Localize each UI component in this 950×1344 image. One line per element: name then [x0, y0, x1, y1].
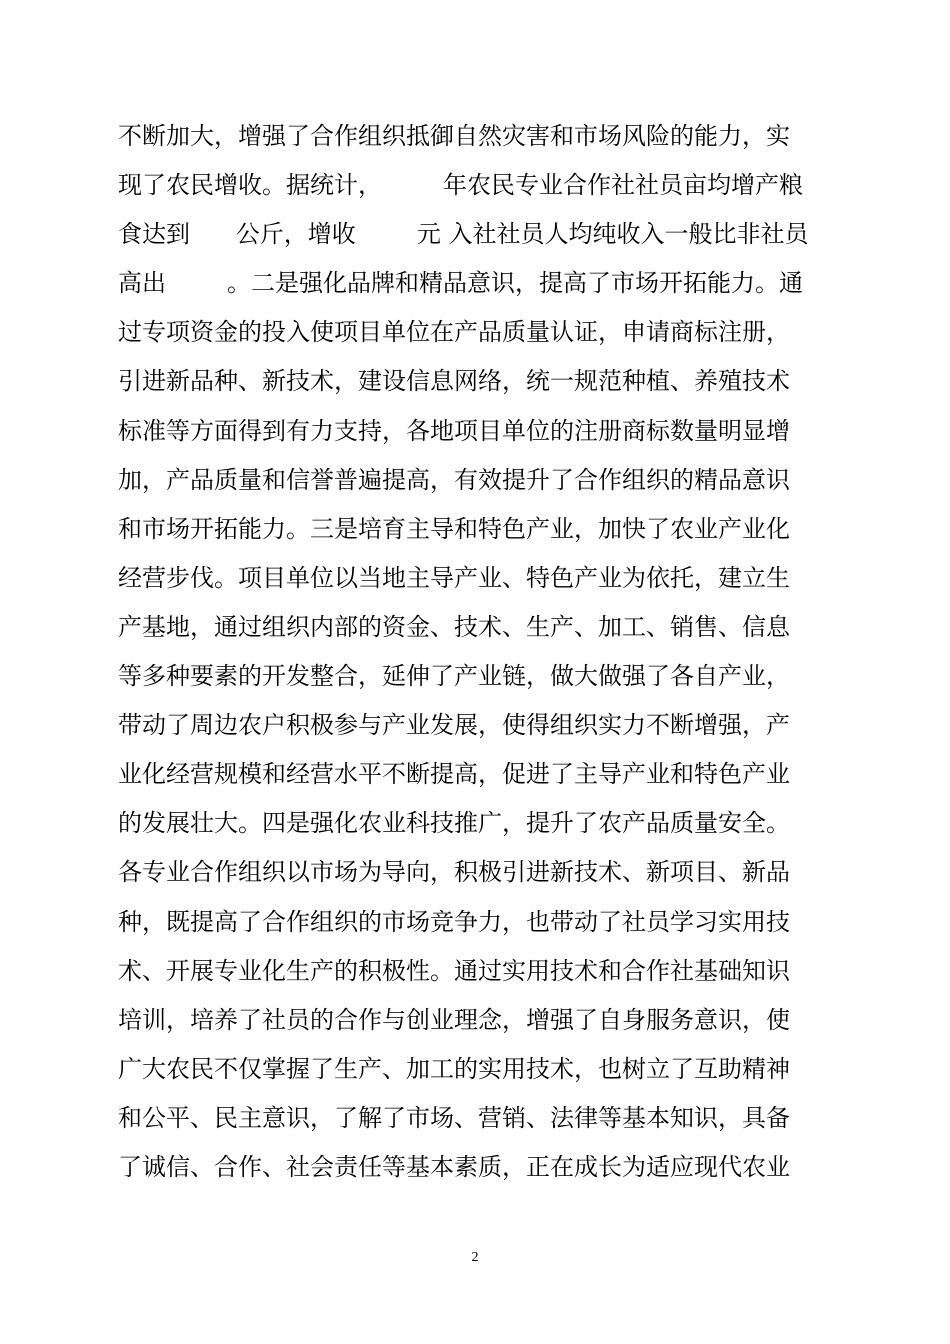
- text-line: [118, 898, 838, 947]
- text-segment: 项目单位以当地主导产业、特色产业为依托，建立生: [238, 563, 790, 592]
- text-line: [118, 750, 838, 799]
- text-line: [118, 357, 838, 406]
- text-segment: 过专项资金的投入使项目单位在产品质量认证，申请商标注册，: [118, 318, 790, 347]
- text-line: [118, 554, 838, 603]
- text-segment: 食达到: [118, 220, 190, 249]
- text-line: [118, 210, 838, 259]
- text-line: [118, 947, 838, 996]
- text-line: [118, 259, 838, 308]
- text-segment: 广大农民不仅掌握了生产、加工的实用技术，也树立了互助精神: [118, 1054, 790, 1083]
- text-line: [118, 996, 838, 1045]
- text-line: [118, 407, 838, 456]
- text-line: [118, 701, 838, 750]
- text-segment: 。二是强化品牌和精品意识，提高了市场开拓能力。通: [166, 269, 804, 298]
- text-segment: 加，产品质量和信誉普遍提高，有效提升了合作组织的精品意识: [118, 465, 790, 494]
- text-segment: 业化经营规模和经营水平不断提高，促进了主导产业和特色产业: [118, 760, 790, 789]
- text-segment: 培训，培养了社员的合作与创业理念，增强了自身服务意识，使: [118, 1005, 790, 1034]
- text-line: [118, 652, 838, 701]
- text-line: [118, 112, 838, 161]
- text-segment: 带动了周边农户积极参与产业发展，使得组织实力不断增强，产: [118, 711, 790, 740]
- text-line: [118, 848, 838, 897]
- text-line: [118, 1143, 838, 1192]
- text-segment: 不断加大，增强了合作组织抵御自然灾害和市场风险的能力，实: [118, 122, 790, 150]
- text-segment: 和公平、民主意识，了解了市场、营销、法律等基本知识，具备: [118, 1103, 790, 1132]
- text-segment: 的发展壮大。: [118, 809, 262, 838]
- text-segment: 术、开展专业化生产的积极性。通过实用技术和合作社基础知识: [118, 956, 790, 985]
- text-segment: 和市场开拓能力。: [118, 514, 310, 543]
- text-segment: 产基地，通过组织内部的资金、技术、生产、加工、销售、信息: [118, 612, 790, 641]
- text-segment: 标准等方面得到有力支持，各地项目单位的注册商标数量明显增: [118, 416, 790, 445]
- text-line: [118, 799, 838, 848]
- text-segment: 现了农民增收。据统计，: [118, 171, 382, 200]
- text-line: [118, 1045, 838, 1094]
- text-line: [118, 603, 838, 652]
- text-line: [118, 456, 838, 505]
- page-number: 2: [471, 1250, 479, 1265]
- text-segment: 年农民专业合作社社员亩均增产粮: [382, 171, 804, 200]
- text-segment: 公斤，增收: [190, 220, 356, 249]
- text-line: [118, 1094, 838, 1143]
- text-segment: 引进新品种、新技术，建设信息网络，统一规范种植、养殖技术: [118, 367, 790, 396]
- text-segment: 等多种要素的开发整合，延伸了产业链，做大做强了各自产业，: [118, 662, 790, 691]
- body-text: [118, 112, 838, 1192]
- text-segment: 了诚信、合作、社会责任等基本素质，正在成长为适应现代农业: [118, 1152, 790, 1181]
- text-segment: 四是强化农业科技推广，提升了农产品质量安全。: [262, 809, 790, 838]
- text-line: [118, 161, 838, 210]
- text-segment: 种，既提高了合作组织的市场竞争力，也带动了社员学习实用技: [118, 907, 790, 936]
- text-line: [118, 505, 838, 554]
- text-segment: 经营步伐。: [118, 563, 238, 592]
- text-segment: 各专业合作组织以市场为导向，积极引进新技术、新项目、新品: [118, 858, 790, 887]
- text-segment: 高出: [118, 269, 166, 298]
- text-segment: 元 入社社员人均纯收入一般比非社员: [355, 220, 809, 249]
- text-segment: 三是培育主导和特色产业，加快了农业产业化: [310, 514, 790, 543]
- text-line: [118, 308, 838, 357]
